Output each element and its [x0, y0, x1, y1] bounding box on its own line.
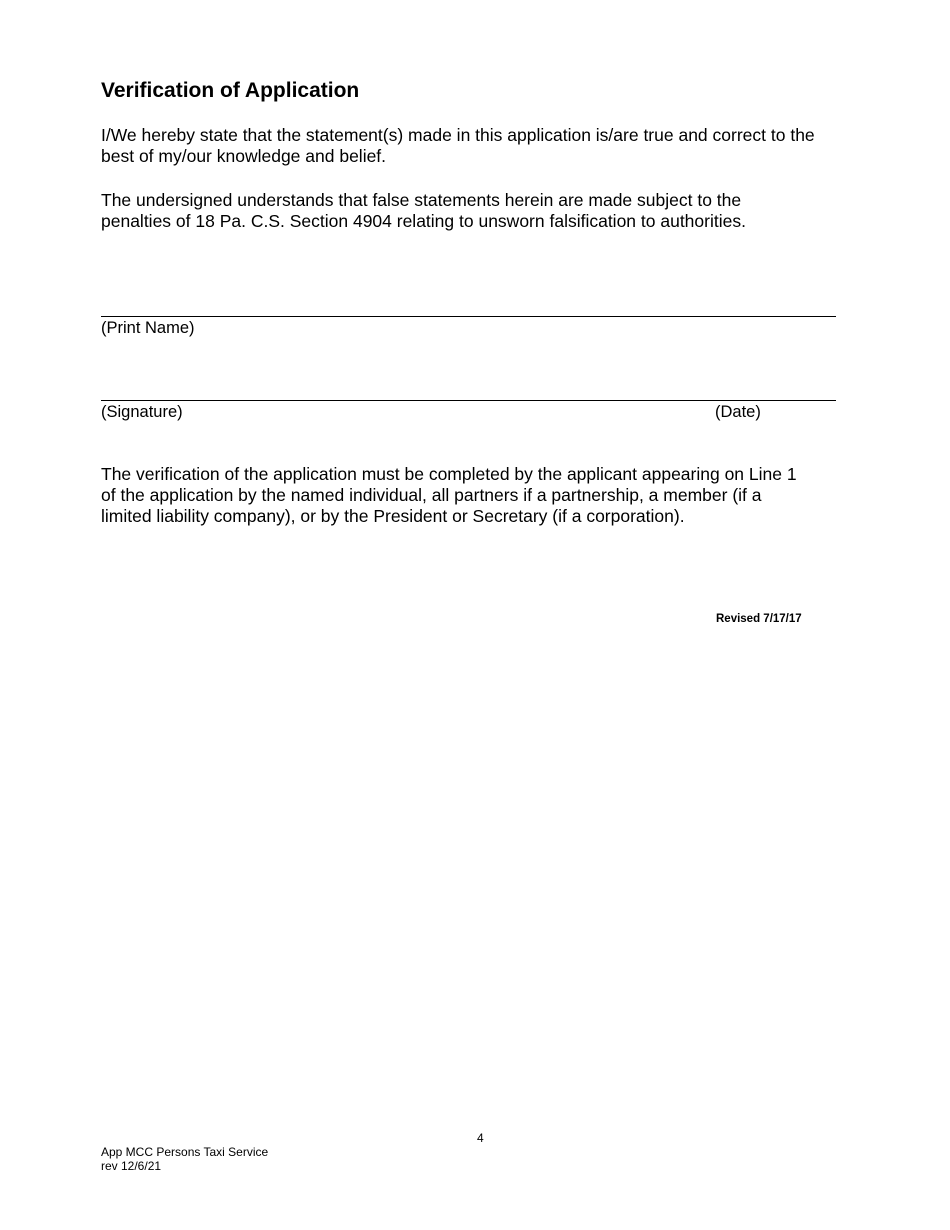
instructions-line-2: of the application by the named individual, all partners if a partnership, a member (if a: [101, 485, 762, 505]
statement-paragraph: [101, 125, 815, 167]
signature-line[interactable]: [101, 400, 836, 401]
revised-date: Revised 7/17/17: [716, 613, 802, 625]
instructions-line-3: limited liability company), or by the President or Secretary (if a corporation).: [101, 506, 685, 526]
print-name-label: (Print Name): [101, 319, 195, 337]
penalty-paragraph: [101, 190, 746, 232]
footer: [101, 1145, 268, 1173]
footer-revision: rev 12/6/21: [101, 1159, 162, 1173]
instructions-paragraph: [101, 464, 797, 527]
print-name-line[interactable]: [101, 316, 836, 317]
page-title: Verification of Application: [101, 79, 360, 102]
penalty-line-1: The undersigned understands that false statements herein are made subject to the: [101, 190, 742, 210]
page-number: 4: [477, 1131, 484, 1145]
date-label: (Date): [715, 403, 761, 421]
signature-label: (Signature): [101, 403, 183, 421]
statement-line-1: I/We hereby state that the statement(s) made in this application is/are true and correct to the: [101, 125, 815, 145]
footer-form-name: App MCC Persons Taxi Service: [101, 1145, 269, 1159]
statement-line-2: best of my/our knowledge and belief.: [101, 146, 387, 166]
penalty-line-2: penalties of 18 Pa. C.S. Section 4904 relating to unsworn falsification to authorities.: [101, 211, 746, 231]
instructions-line-1: The verification of the application must be completed by the applicant appearing on Line 1: [101, 464, 797, 484]
